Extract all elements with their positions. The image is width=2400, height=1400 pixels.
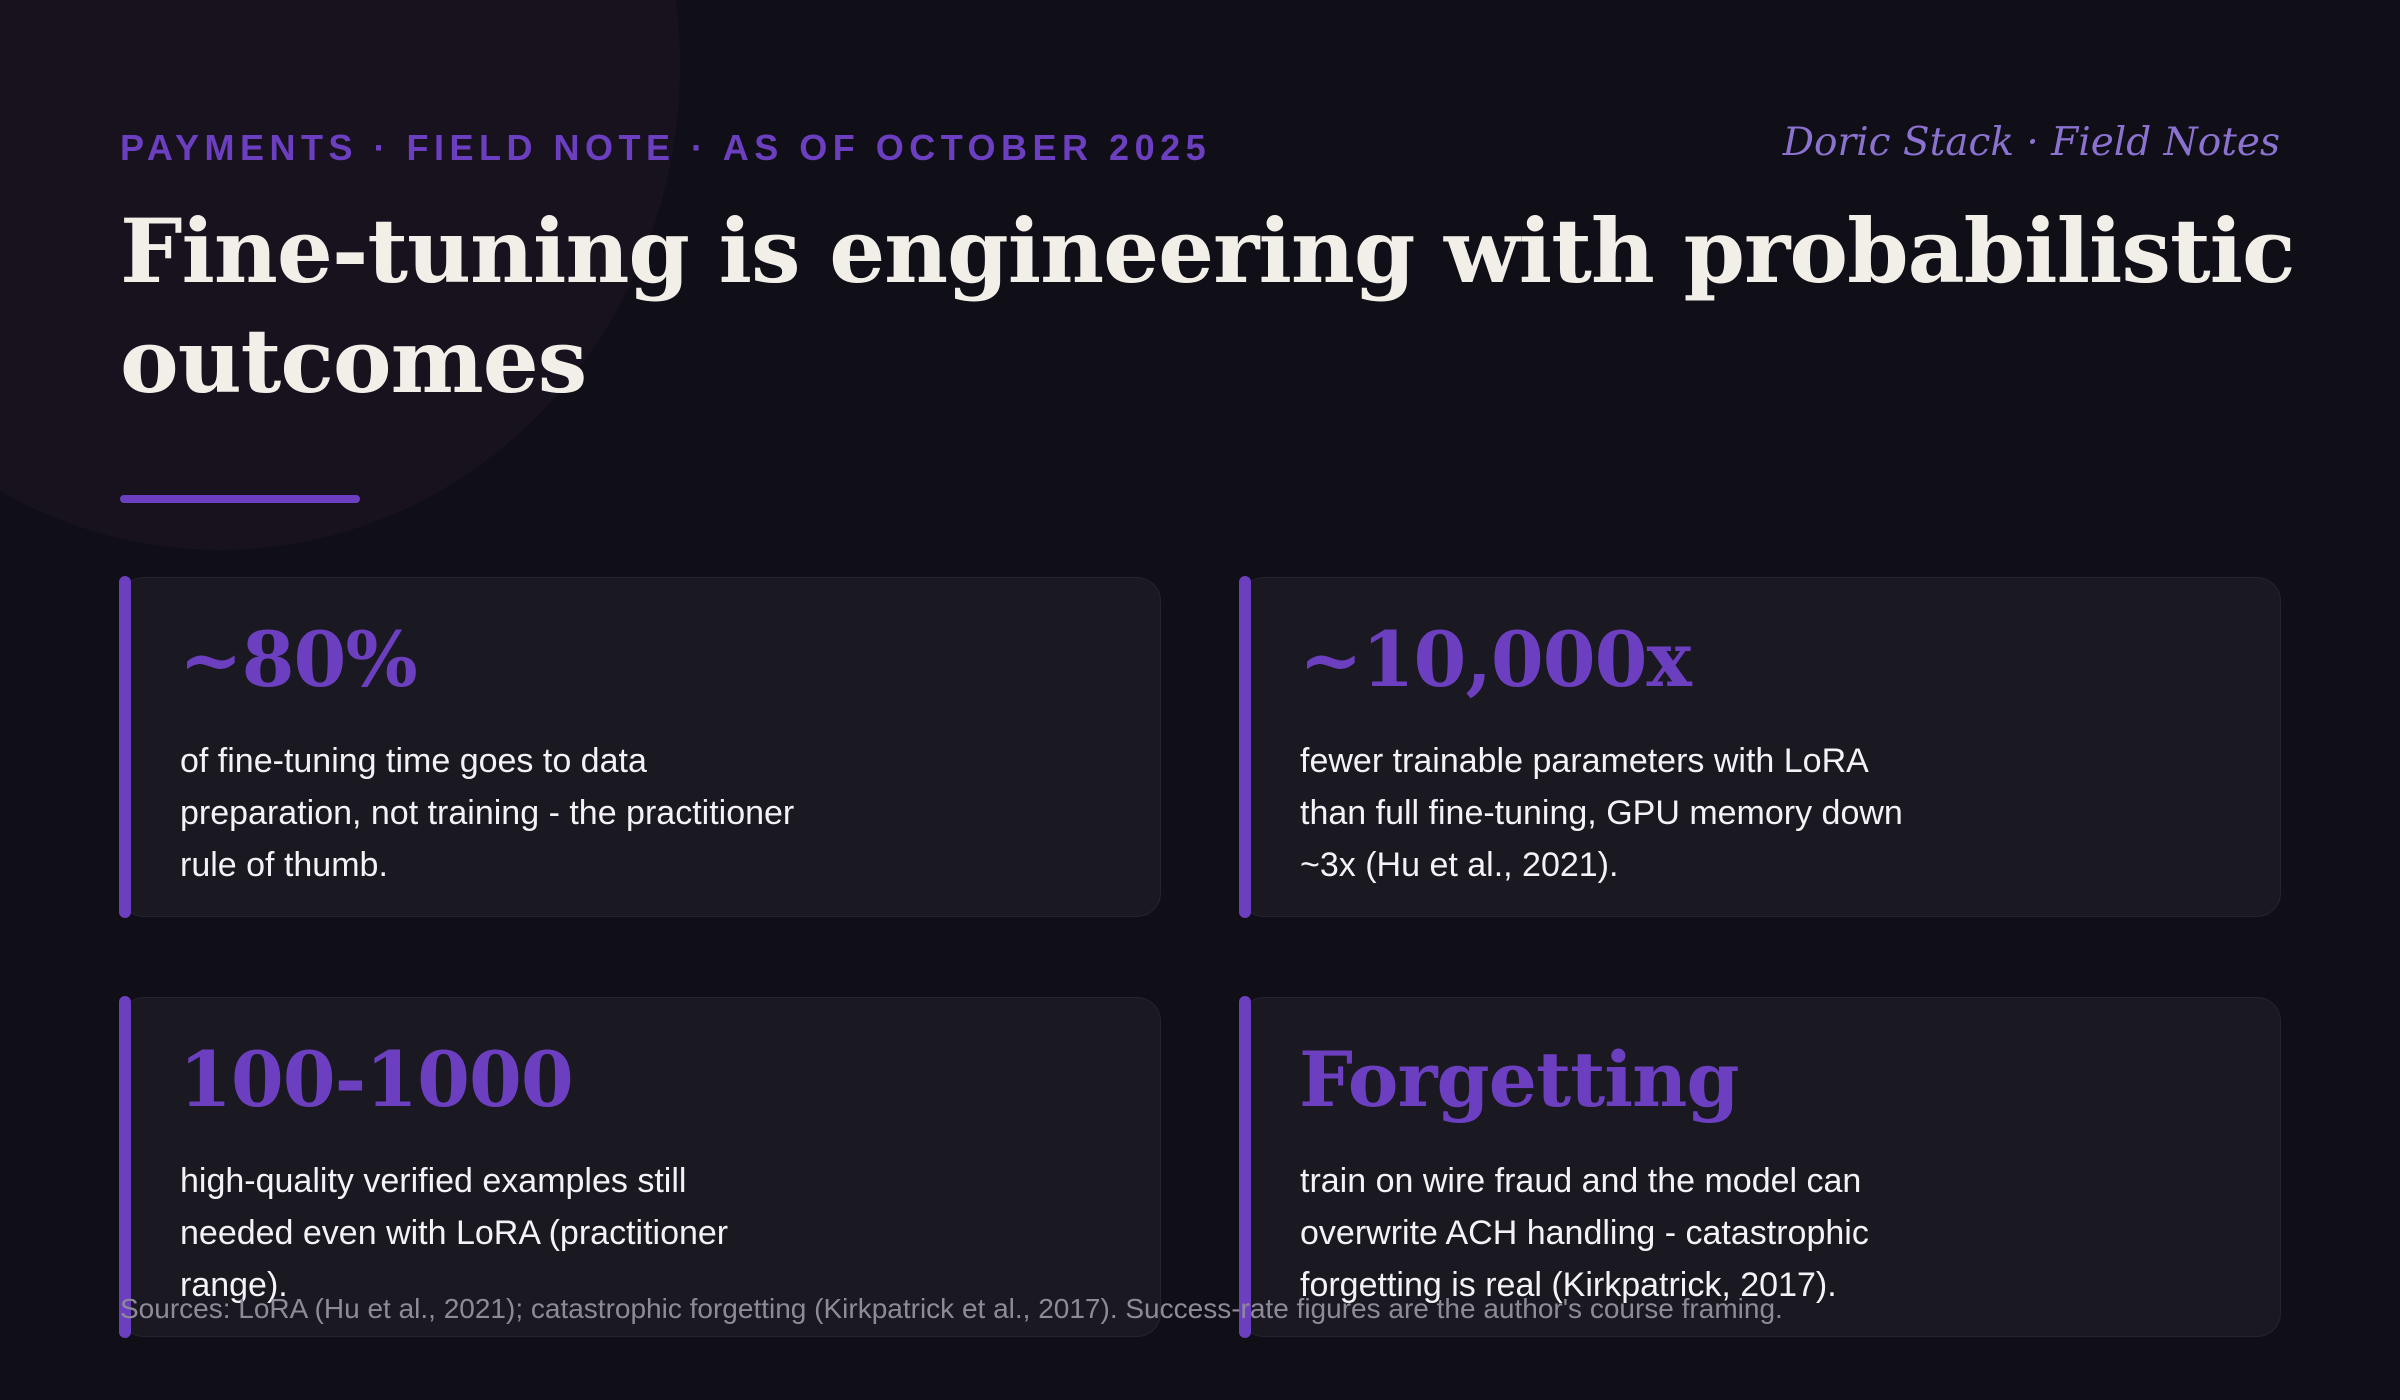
stat-card-lora-params — [1240, 577, 2281, 917]
stat-value: ~10,000x — [1299, 615, 1691, 704]
stat-description: of fine-tuning time goes to data preparation, not training - the practitioner rule of thumb. — [180, 742, 795, 884]
page-title: Fine-tuning is engineering with probabilistic outcomes — [120, 199, 2295, 413]
card-accent-bar — [1239, 576, 1251, 918]
stat-value: Forgetting — [1299, 1035, 1739, 1124]
stat-card-forgetting — [1240, 997, 2281, 1337]
stat-value: ~80% — [179, 615, 417, 704]
card-accent-bar — [1239, 996, 1251, 1338]
stat-description: fewer trainable parameters with LoRA than full fine-tuning, GPU memory down ~3x (Hu et al., 2021). — [1300, 742, 1903, 884]
card-accent-bar — [119, 996, 131, 1338]
stat-description: train on wire fraud and the model can overwrite ACH handling - catastrophic forgetting is real (Kirkpatrick, 2017). — [1300, 1162, 1869, 1304]
stat-value: 100-1000 — [179, 1035, 573, 1124]
stat-description: high-quality verified examples still needed even with LoRA (practitioner range). — [180, 1162, 729, 1304]
brand-label: Doric Stack · Field Notes — [1782, 120, 2280, 165]
title-divider — [120, 495, 360, 503]
card-accent-bar — [119, 576, 131, 918]
sources-footnote: Sources: LoRA (Hu et al., 2021); catastrophic forgetting (Kirkpatrick et al., 2017). Success-rate figures are the author's course framing. — [120, 1293, 1783, 1324]
stat-card-examples — [120, 997, 1161, 1337]
kicker-label: PAYMENTS · FIELD NOTE · AS OF OCTOBER 2025 — [120, 127, 1212, 168]
stat-card-data-prep — [120, 577, 1161, 917]
